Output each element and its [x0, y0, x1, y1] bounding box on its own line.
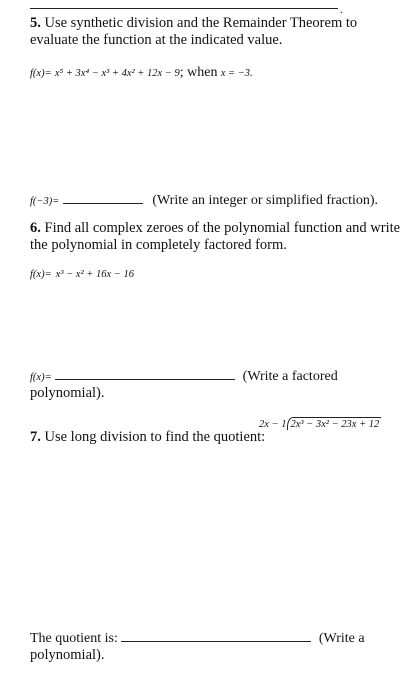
q5-prompt-line2: evaluate the function at the indicated value.	[30, 32, 283, 48]
q6-answer-lhs: f(x)=	[30, 372, 52, 383]
q6-answer-blank[interactable]	[55, 368, 235, 380]
q6-function-rhs: x³ − x² + 16x − 16	[55, 269, 134, 280]
q6-function-lhs: f(x)=	[30, 269, 52, 280]
q7-answer-line	[30, 630, 415, 647]
q7-answer-label: The quotient is:	[30, 631, 118, 646]
q5-answer-hint: (Write an integer or simplified fraction).	[152, 193, 379, 208]
q7-answer-hint-cont: polynomial).	[30, 647, 105, 663]
q6-answer-line	[30, 368, 415, 385]
q5-function-lhs: f(x)=	[30, 68, 52, 79]
q6-prompt-line2: the polynomial in completely factored form.	[30, 237, 287, 253]
top-rule	[30, 8, 338, 9]
q5-when-value: x = −3.	[220, 68, 253, 79]
q7-division-bracket	[287, 417, 382, 430]
q6-number: 6.	[30, 220, 41, 236]
q7-divisor: 2x − 1	[259, 419, 287, 430]
q7-number: 7.	[30, 429, 41, 445]
top-rule-end-dot: .	[340, 2, 343, 16]
q5-answer-blank[interactable]	[63, 192, 143, 204]
q5-function-line	[30, 64, 253, 81]
q5-prompt-line1: Use synthetic division and the Remainder Theorem to	[44, 15, 358, 31]
q5-number: 5.	[30, 15, 41, 31]
q6-prompt-line1: Find all complex zeroes of the polynomial function and write	[44, 220, 401, 236]
q6-answer-hint-cont: polynomial).	[30, 385, 105, 401]
q7-long-division	[259, 417, 381, 430]
q7-answer-blank[interactable]	[121, 630, 311, 642]
q7-dividend: 2x³ − 3x² − 23x + 12	[290, 419, 380, 430]
q6-function-line	[30, 264, 134, 282]
q7-prompt-text: Use long division to find the quotient:	[44, 429, 266, 445]
q6-answer-hint: (Write a factored	[242, 369, 338, 384]
q7-prompt	[30, 429, 265, 446]
q5-when-text: ; when	[179, 65, 218, 80]
q5-prompt	[30, 15, 410, 49]
q5-answer-line	[30, 192, 410, 209]
q6-prompt	[30, 220, 415, 254]
q5-answer-lhs: f(−3)=	[30, 196, 60, 207]
q7-answer-hint: (Write a	[318, 631, 365, 646]
q5-function-rhs: x⁵ + 3x⁴ − x³ + 4x² + 12x − 9	[54, 68, 180, 79]
